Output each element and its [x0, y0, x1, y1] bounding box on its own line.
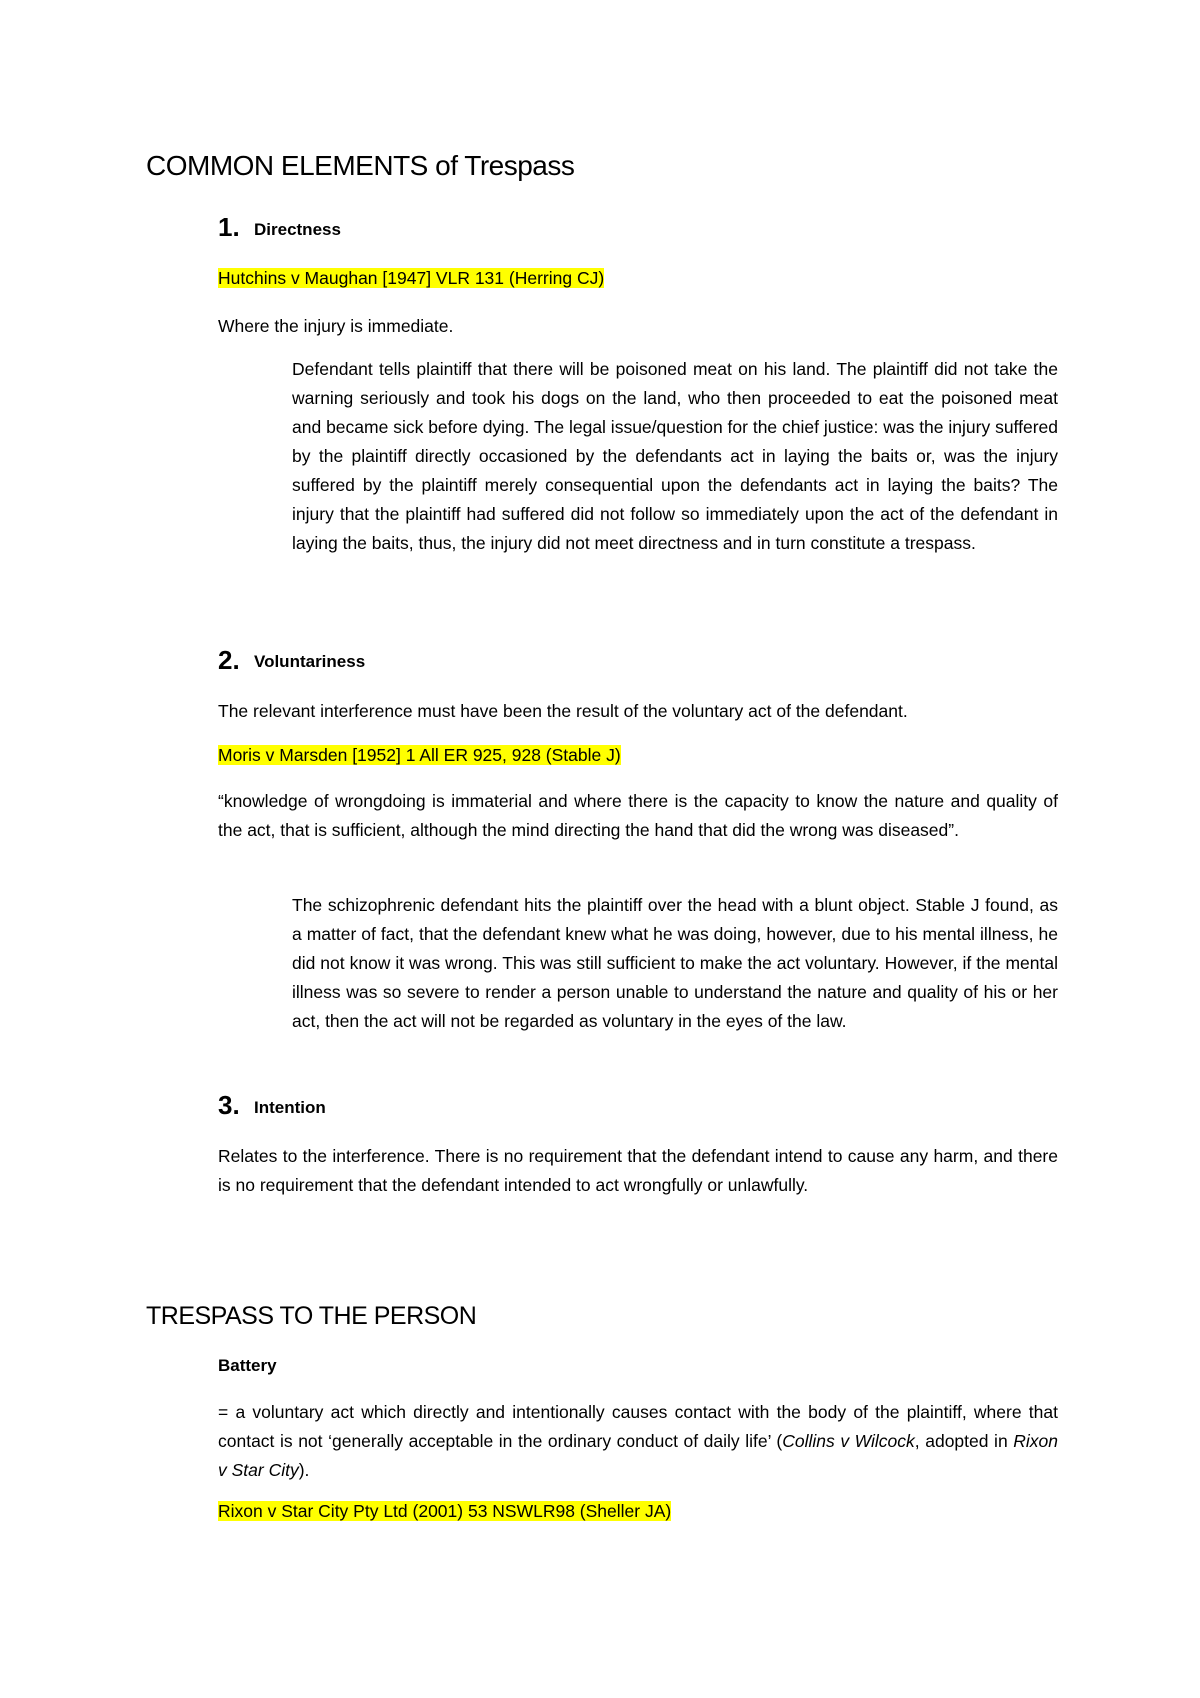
section-2-quote: “knowledge of wrongdoing is immaterial and where there is the capacity to know the nature and quality of the act, that is sufficient, although the mind directing the hand that did the wrong was diseased”.	[218, 791, 1058, 840]
battery-definition	[218, 1398, 1058, 1485]
case-citation-rixon	[218, 1501, 671, 1522]
section-3-title: Intention	[254, 1098, 326, 1117]
case-citation-rixon-text: Rixon v Star City Pty Ltd (2001) 53 NSWLR98 (Sheller JA)	[218, 1501, 672, 1521]
section-2-number: 2.	[218, 645, 240, 675]
case-citation-hutchins-text: Hutchins v Maughan [1947] VLR 131 (Herring CJ)	[218, 268, 605, 288]
section-1-facts: Defendant tells plaintiff that there will be poisoned meat on his land. The plaintiff did not take the warning seriously and took his dogs on the land, who then proceeded to eat the poisoned meat and became sick before dying. The legal issue/question for the chief justice: was the injury suffered by the plaintiff directly occasioned by the defendants act in laying the baits or, was the injury suffered by the plaintiff merely consequential upon the defendants act in laying the baits? The injury that the plaintiff had suffered did not follow so immediately upon the act of the defendant in laying the baits, thus, the injury did not meet directness and in turn constitute a trespass.	[292, 359, 1058, 553]
case-citation-hutchins	[218, 268, 604, 289]
battery-title: Battery	[218, 1356, 277, 1375]
case-ref-rixon: Rixon v Star City	[218, 1431, 1058, 1480]
battery-def-end: ).	[298, 1460, 310, 1480]
case-ref-collins: Collins v Wilcock	[782, 1431, 915, 1451]
section-3-summary: Relates to the interference. There is no requirement that the defendant intend to cause any harm, and there is no requirement that the defendant intended to act wrongfully or unlawfully.	[218, 1146, 1058, 1195]
section-1-number: 1.	[218, 212, 240, 242]
battery-def-start: = a voluntary act which directly and intentionally causes contact with the body of the plaintiff, where that contact is not ‘generally acceptable in the ordinary conduct of daily life’ (	[218, 1402, 1058, 1451]
battery-def-mid: , adopted in	[914, 1431, 1014, 1451]
section-1-title: Directness	[254, 220, 341, 239]
case-citation-moris-text: Moris v Marsden [1952] 1 All ER 925, 928 (Stable J)	[218, 745, 621, 765]
heading-trespass-to-person: TRESPASS TO THE PERSON	[146, 1302, 477, 1330]
case-citation-moris	[218, 745, 621, 766]
section-2-facts: The schizophrenic defendant hits the plaintiff over the head with a blunt object. Stable J found, as a matter of fact, that the defendant knew what he was doing, however, due to his mental illness, he did not know it was wrong. This was still sufficient to make the act voluntary. However, if the mental illness was so severe to render a person unable to understand the nature and quality of his or her act, then the act will not be regarded as voluntary in the eyes of the law.	[292, 895, 1058, 1031]
section-2-summary: The relevant interference must have been the result of the voluntary act of the defendant.	[218, 701, 908, 721]
section-1-summary: Where the injury is immediate.	[218, 316, 454, 336]
heading-common-elements: COMMON ELEMENTS of Trespass	[146, 150, 575, 181]
section-2-title: Voluntariness	[254, 652, 366, 671]
section-3-number: 3.	[218, 1090, 240, 1120]
